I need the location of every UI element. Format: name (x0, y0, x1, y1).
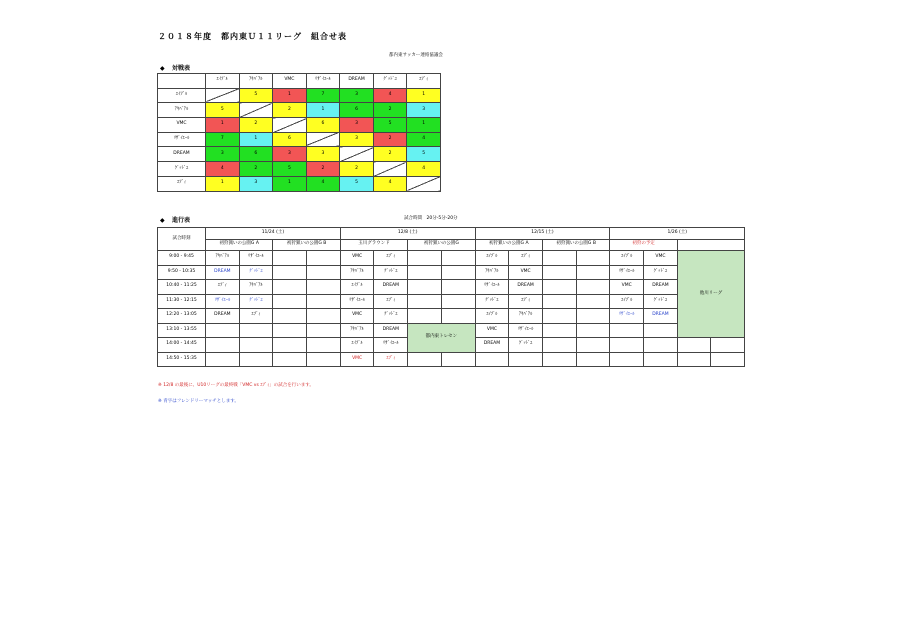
date-header: 1/26 (土) (610, 228, 745, 240)
venue-header: 初狩猟いの公園G B (273, 239, 340, 251)
empty-cell (576, 251, 610, 266)
matrix-diagonal-cell (407, 176, 441, 191)
empty-cell (711, 338, 745, 353)
match-team-cell (206, 352, 240, 367)
empty-cell (273, 280, 307, 295)
schedule-row (158, 280, 745, 295)
empty-cell (408, 294, 442, 309)
matrix-row (158, 132, 441, 147)
matrix-matchday-cell: 4 (373, 88, 407, 103)
match-team-cell: ｸﾞｯﾄﾞﾕ (644, 265, 678, 280)
empty-cell (576, 294, 610, 309)
empty-cell (408, 251, 442, 266)
match-team-cell (610, 338, 644, 353)
matrix-row (158, 147, 441, 162)
matrix-row-team: VMC (158, 118, 206, 133)
matrix-matchday-cell: 5 (239, 88, 273, 103)
schedule-row (158, 251, 745, 266)
empty-cell (542, 280, 576, 295)
match-team-cell: ｸﾞｯﾄﾞﾕ (475, 294, 509, 309)
empty-cell (441, 352, 475, 367)
empty-cell (542, 294, 576, 309)
match-team-cell: VMC (475, 323, 509, 338)
matrix-matchday-cell: 1 (239, 132, 273, 147)
empty-cell (441, 251, 475, 266)
date-header: 12/8 (土) (340, 228, 475, 240)
time-slot: 10:40 - 11:25 (158, 280, 206, 295)
match-team-cell: ｴｲﾌﾞﾙ (340, 338, 374, 353)
matrix-row (158, 88, 441, 103)
matrix-matchday-cell: 2 (306, 162, 340, 177)
empty-cell (677, 338, 711, 353)
tresen-block: 都内東トレセン (408, 323, 475, 352)
match-team-cell: ｴｲﾌﾞﾙ (475, 309, 509, 324)
schedule-row (158, 294, 745, 309)
matrix-matchday-cell: 3 (340, 118, 374, 133)
empty-cell (273, 338, 307, 353)
match-team-cell: ﾘｻﾞｲｴｰﾙ (374, 338, 408, 353)
match-team-cell (644, 323, 678, 338)
section-schedule-label: 進行表 (172, 217, 191, 224)
match-team-cell: DREAM (475, 338, 509, 353)
match-team-cell: ﾘｻﾞｲｴｰﾙ (340, 294, 374, 309)
match-team-cell (644, 338, 678, 353)
match-team-cell: ｴﾌﾞｨ (374, 251, 408, 266)
schedule-table (157, 227, 745, 367)
match-team-cell (475, 352, 509, 367)
empty-cell (542, 352, 576, 367)
matrix-matchday-cell: 1 (273, 88, 307, 103)
empty-cell (441, 309, 475, 324)
matrix-matchday-cell: 1 (206, 176, 240, 191)
matrix-matchday-cell: 4 (407, 162, 441, 177)
empty-cell (307, 323, 341, 338)
match-team-cell (206, 338, 240, 353)
section-schedule-heading (160, 215, 190, 224)
venue-header: 初狩猟いの公園G A (475, 239, 542, 251)
schedule-row (158, 323, 745, 338)
matrix-row-team: ｱｷﾊﾞｱﾙ (158, 103, 206, 118)
match-team-cell (644, 352, 678, 367)
match-team-cell: ｸﾞｯﾄﾞﾕ (509, 338, 543, 353)
matrix-matchday-cell: 4 (373, 176, 407, 191)
match-team-cell (509, 352, 543, 367)
empty-cell (273, 309, 307, 324)
match-team-cell: DREAM (374, 280, 408, 295)
matrix-column-team: ﾘｻﾞｲｴｰﾙ (306, 74, 340, 89)
match-team-cell: ｴﾌﾞｨ (374, 352, 408, 367)
venue-header: 初狩猟いの公園G (408, 239, 475, 251)
matrix-diagonal-cell (239, 103, 273, 118)
empty-cell (542, 251, 576, 266)
time-slot: 9:50 - 10:35 (158, 265, 206, 280)
empty-cell (307, 265, 341, 280)
matrix-matchday-cell: 5 (206, 103, 240, 118)
match-team-cell (239, 338, 273, 353)
matrix-matchday-cell: 1 (407, 118, 441, 133)
time-slot: 14:00 - 14:45 (158, 338, 206, 353)
matrix-row-team: ﾘｻﾞｲｴｰﾙ (158, 132, 206, 147)
match-team-cell: ﾘｻﾞｲｴｰﾙ (610, 309, 644, 324)
match-team-cell: ｴｲﾌﾞﾙ (340, 280, 374, 295)
matrix-matchday-cell: 2 (239, 118, 273, 133)
matrix-matchday-cell: 1 (306, 103, 340, 118)
matrix-matchday-cell: 3 (340, 88, 374, 103)
match-team-cell: DREAM (644, 309, 678, 324)
match-team-cell: ﾘｻﾞｲｴｰﾙ (610, 265, 644, 280)
section-matchups-heading (160, 63, 190, 72)
match-team-cell: DREAM (509, 280, 543, 295)
matrix-header-row (158, 74, 441, 89)
matrix-matchday-cell: 6 (340, 103, 374, 118)
note-friendly-match: ※ 青字はフレンドリーマッチとします。 (158, 399, 239, 404)
matrix-matchday-cell: 5 (373, 118, 407, 133)
empty-cell (408, 265, 442, 280)
matrix-diagonal-cell (306, 132, 340, 147)
match-team-cell: ｸﾞｯﾄﾞﾕ (239, 265, 273, 280)
matrix-column-team: ｴﾌﾞｨ (407, 74, 441, 89)
time-column-header: 試合時刻 (158, 228, 206, 251)
matrix-column-team: ｸﾞｯﾄﾞﾕ (373, 74, 407, 89)
match-team-cell: ｴｲﾌﾞﾙ (610, 251, 644, 266)
schedule-date-row (158, 228, 745, 240)
date-header: 11/24 (土) (206, 228, 341, 240)
matrix-matchday-cell: 1 (273, 176, 307, 191)
matrix-column-team: ｱｷﾊﾞｱﾙ (239, 74, 273, 89)
matrix-matchday-cell: 6 (306, 118, 340, 133)
empty-cell (542, 309, 576, 324)
time-slot: 14:50 - 15:35 (158, 352, 206, 367)
empty-cell (408, 309, 442, 324)
venue-header: 初狩の予定 (610, 239, 677, 251)
match-team-cell: ｱｷﾊﾞｱﾙ (475, 265, 509, 280)
empty-cell (441, 294, 475, 309)
match-team-cell: VMC (340, 251, 374, 266)
matrix-row (158, 176, 441, 191)
matrix-matchday-cell: 3 (206, 147, 240, 162)
diamond-bullet-icon: ◆ (160, 65, 165, 72)
empty-cell (576, 265, 610, 280)
matrix-row-team: DREAM (158, 147, 206, 162)
match-team-cell: ｴﾌﾞｨ (239, 309, 273, 324)
time-slot: 13:10 - 13:55 (158, 323, 206, 338)
match-team-cell: DREAM (644, 280, 678, 295)
matrix-column-team: VMC (273, 74, 307, 89)
match-team-cell: DREAM (206, 265, 240, 280)
matrix-row (158, 118, 441, 133)
empty-cell (273, 265, 307, 280)
empty-cell (273, 294, 307, 309)
match-team-cell: ｴﾌﾞｨ (509, 294, 543, 309)
empty-cell (307, 309, 341, 324)
schedule-row (158, 352, 745, 367)
venue-header: 初狩猟いの公園G A (206, 239, 273, 251)
matrix-matchday-cell: 2 (273, 103, 307, 118)
diamond-bullet-icon: ◆ (160, 217, 165, 224)
matrix-matchday-cell: 2 (373, 132, 407, 147)
empty-cell (307, 294, 341, 309)
venue-header (677, 239, 744, 251)
matrix-matchday-cell: 7 (206, 132, 240, 147)
matrix-row (158, 162, 441, 177)
matrix-matchday-cell: 5 (273, 162, 307, 177)
match-team-cell: VMC (610, 280, 644, 295)
matrix-matchday-cell: 2 (239, 162, 273, 177)
schedule-venue-row (158, 239, 745, 251)
match-team-cell: ｱｷﾊﾞｱﾙ (206, 251, 240, 266)
schedule-row (158, 265, 745, 280)
empty-cell (441, 265, 475, 280)
matrix-matchday-cell: 3 (273, 147, 307, 162)
empty-cell (576, 338, 610, 353)
matrix-matchday-cell: 2 (340, 162, 374, 177)
empty-cell (542, 323, 576, 338)
match-team-cell: VMC (340, 309, 374, 324)
matrix-diagonal-cell (273, 118, 307, 133)
matrix-diagonal-cell (340, 147, 374, 162)
matrix-matchday-cell: 5 (407, 147, 441, 162)
document-title: ２０１８年度 都内東Ｕ１１リーグ 組合せ表 (158, 32, 347, 41)
match-team-cell: DREAM (206, 309, 240, 324)
match-team-cell: ｴﾌﾞｨ (206, 280, 240, 295)
empty-cell (677, 352, 711, 367)
date-header: 12/15 (土) (475, 228, 610, 240)
match-team-cell: VMC (340, 352, 374, 367)
empty-cell (408, 352, 442, 367)
empty-cell (542, 338, 576, 353)
matrix-diagonal-cell (373, 162, 407, 177)
matrix-matchday-cell: 1 (407, 88, 441, 103)
match-team-cell: VMC (644, 251, 678, 266)
matrix-row-team: ｴｲﾌﾞﾙ (158, 88, 206, 103)
match-team-cell: ｴｲﾌﾞﾙ (610, 294, 644, 309)
empty-cell (307, 352, 341, 367)
match-team-cell (239, 323, 273, 338)
empty-cell (711, 352, 745, 367)
matrix-matchday-cell: 3 (239, 176, 273, 191)
match-team-cell: ｴﾌﾞｨ (374, 294, 408, 309)
empty-cell (307, 251, 341, 266)
matrix-matchday-cell: 3 (340, 132, 374, 147)
matrix-matchday-cell: 4 (407, 132, 441, 147)
section-matchups-label: 対戦表 (172, 65, 191, 72)
other-league-block: 他川リーグ (677, 251, 744, 338)
matrix-matchday-cell: 2 (373, 103, 407, 118)
matrix-matchday-cell: 6 (239, 147, 273, 162)
empty-cell (408, 280, 442, 295)
matrix-row (158, 103, 441, 118)
venue-header: 玉川グラウンド (340, 239, 407, 251)
matchup-matrix (157, 73, 441, 192)
match-team-cell: ｱｷﾊﾞｱﾙ (340, 265, 374, 280)
empty-cell (542, 265, 576, 280)
note-final-match: ※ 12/8 の最後に、U10リーグの最終戦「VMC vs ｴﾌﾞｨ」の試合を行います。 (158, 383, 314, 388)
empty-cell (273, 323, 307, 338)
organization-name: 都内東サッカー連絡協議会 (389, 53, 443, 58)
empty-cell (307, 280, 341, 295)
match-team-cell: ﾘｻﾞｲｴｰﾙ (206, 294, 240, 309)
matrix-column-team: DREAM (340, 74, 374, 89)
matrix-corner-cell (158, 74, 206, 89)
matrix-matchday-cell: 4 (306, 176, 340, 191)
matrix-row-team: ｴﾌﾞｨ (158, 176, 206, 191)
time-slot: 9:00 - 9:45 (158, 251, 206, 266)
match-team-cell (610, 323, 644, 338)
matrix-matchday-cell: 2 (373, 147, 407, 162)
match-team-cell: ｴｲﾌﾞﾙ (475, 251, 509, 266)
match-team-cell: ｴﾌﾞｨ (509, 251, 543, 266)
empty-cell (576, 309, 610, 324)
empty-cell (576, 352, 610, 367)
match-team-cell: ﾘｻﾞｲｴｰﾙ (509, 323, 543, 338)
empty-cell (273, 352, 307, 367)
schedule-row (158, 309, 745, 324)
match-team-cell: ｸﾞｯﾄﾞﾕ (644, 294, 678, 309)
empty-cell (273, 251, 307, 266)
match-team-cell (239, 352, 273, 367)
matrix-matchday-cell: 3 (407, 103, 441, 118)
matrix-matchday-cell: 6 (273, 132, 307, 147)
venue-header: 初狩猟いの公園G B (542, 239, 609, 251)
empty-cell (307, 338, 341, 353)
empty-cell (441, 280, 475, 295)
matrix-diagonal-cell (206, 88, 240, 103)
time-slot: 11:30 - 12:15 (158, 294, 206, 309)
match-team-cell: ｱｷﾊﾞｱﾙ (509, 309, 543, 324)
match-time-info: 試合時間 20分-5分-20分 (404, 216, 458, 221)
match-team-cell (206, 323, 240, 338)
match-team-cell: ｱｷﾊﾞｱﾙ (239, 280, 273, 295)
match-team-cell: ｸﾞｯﾄﾞﾕ (374, 309, 408, 324)
matrix-matchday-cell: 3 (306, 147, 340, 162)
matrix-matchday-cell: 4 (206, 162, 240, 177)
matrix-matchday-cell: 7 (306, 88, 340, 103)
matrix-row-team: ｸﾞｯﾄﾞﾕ (158, 162, 206, 177)
match-team-cell: ﾘｻﾞｲｴｰﾙ (475, 280, 509, 295)
matrix-matchday-cell: 5 (340, 176, 374, 191)
match-team-cell: VMC (509, 265, 543, 280)
matrix-matchday-cell: 1 (206, 118, 240, 133)
match-team-cell: DREAM (374, 323, 408, 338)
match-team-cell: ｸﾞｯﾄﾞﾕ (374, 265, 408, 280)
match-team-cell: ｱｷﾊﾞｱﾙ (340, 323, 374, 338)
match-team-cell (610, 352, 644, 367)
empty-cell (576, 323, 610, 338)
empty-cell (576, 280, 610, 295)
matrix-column-team: ｴｲﾌﾞﾙ (206, 74, 240, 89)
time-slot: 12:20 - 13:05 (158, 309, 206, 324)
match-team-cell: ﾘｻﾞｲｴｰﾙ (239, 251, 273, 266)
match-team-cell: ｸﾞｯﾄﾞﾕ (239, 294, 273, 309)
